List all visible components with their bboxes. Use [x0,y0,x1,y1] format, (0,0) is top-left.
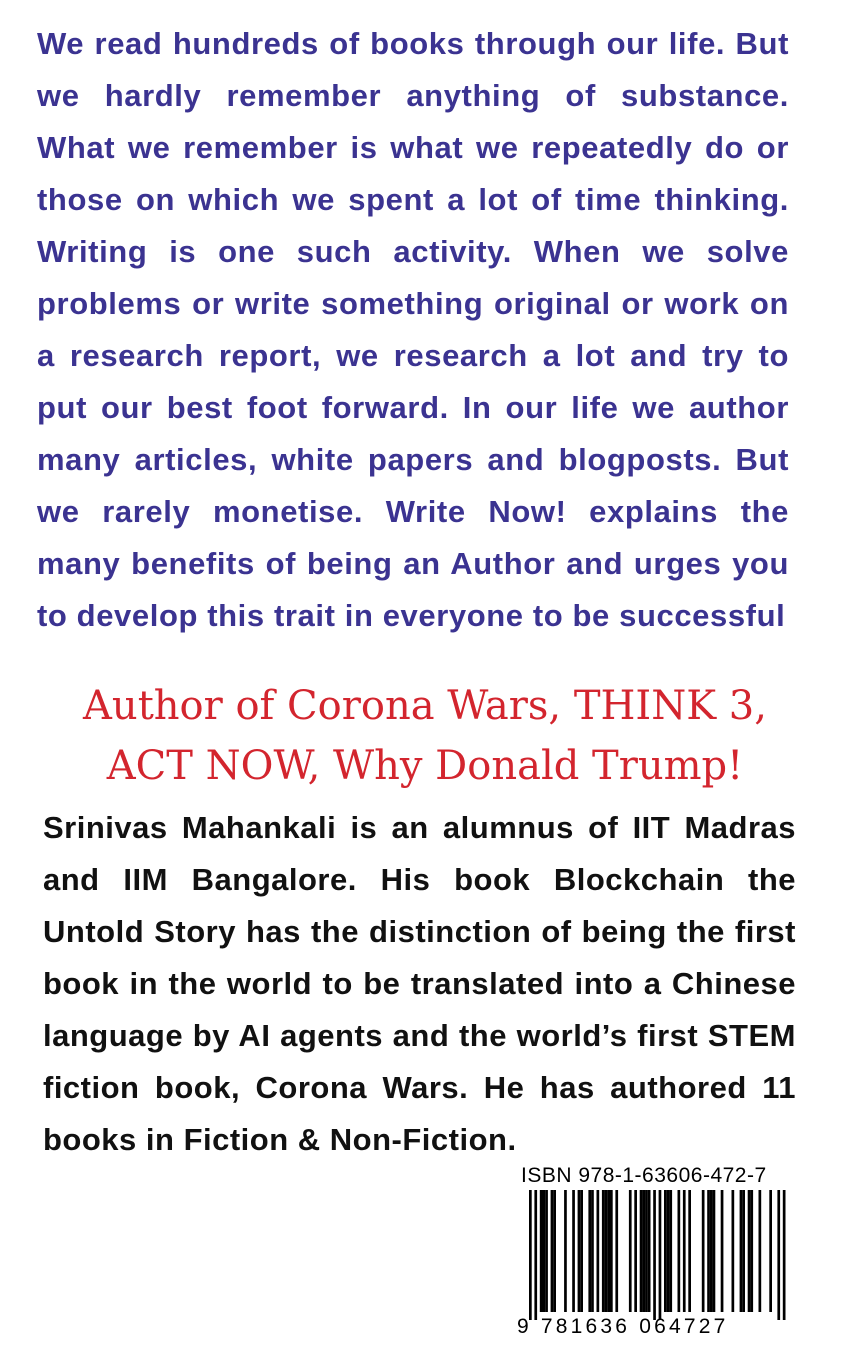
barcode-bar [553,1190,556,1312]
barcode-bar [615,1190,618,1312]
barcode-bar [748,1190,751,1312]
barcode-bar [702,1190,705,1312]
barcode-bar [664,1190,667,1312]
barcode-bar [580,1190,583,1312]
barcode-bar [564,1190,567,1312]
isbn-label: ISBN 978-1-63606-472-7 [521,1164,767,1187]
barcode-bar [659,1190,662,1320]
barcode-bar [645,1190,648,1312]
barcode-bar [721,1190,724,1312]
barcode-bar [578,1190,581,1312]
barcode-bar [529,1190,532,1320]
barcode-bar [783,1190,786,1320]
barcode-bar [540,1190,543,1312]
barcode-bar [678,1190,681,1312]
barcode-bar [634,1190,637,1312]
isbn-barcode [509,1162,803,1342]
barcode-bar [648,1190,651,1312]
barcode-digits: 9 781636 064727 [517,1315,729,1338]
book-blurb: We read hundreds of books through our life. But we hardly remember anything of substance. What we remember is what we repeatedly do or those on which we spent a lot of time thinking. Writing is one such activity. When we solve problems or write something original or work on a research report, we research a lot and try to put our best foot forward. In our life we author many articles, white papers and blogposts. But we rarely monetise. Write Now! explains the many benefits of being an Author and urges you to develop this trait in everyone to be successful [37,26,789,633]
author-credits-line-1: Author of Corona Wars, THINK 3, [83,683,767,729]
barcode-bar [759,1190,762,1312]
barcode-bar [597,1190,600,1312]
barcode-bar [710,1190,713,1312]
barcode-bar [551,1190,554,1312]
barcode-bar [610,1190,613,1312]
barcode-bar [545,1190,548,1312]
barcode-bar [602,1190,605,1312]
barcode-bar [629,1190,632,1312]
barcode-bar [732,1190,735,1312]
barcode-bar [777,1190,780,1320]
author-credits-line-2: ACT NOW, Why Donald Trump! [106,743,744,789]
barcode-bar [640,1190,643,1312]
author-credits [30,676,820,796]
barcode-bar [740,1190,743,1312]
barcode-bar [688,1190,691,1312]
barcode-bar [669,1190,672,1312]
barcode-bar [707,1190,710,1312]
barcode-bar [534,1190,537,1320]
barcode-bar [769,1190,772,1312]
barcode-bar [642,1190,645,1312]
barcode-bar [605,1190,608,1312]
barcode-bar [572,1190,575,1312]
barcode-bars [519,1190,795,1320]
barcode-bar [750,1190,753,1312]
barcode-bar [591,1190,594,1312]
barcode-bar [653,1190,656,1320]
barcode-bar [713,1190,716,1312]
barcode-bar [667,1190,670,1312]
barcode-bar [588,1190,591,1312]
barcode-bar [683,1190,686,1312]
author-bio: Srinivas Mahankali is an alumnus of IIT Madras and IIM Bangalore. His book Blockchain the Untold Story has the distinction of being the first book in the world to be translated into a Chinese language by AI agents and the world’s first STEM fiction book, Corona Wars. He has authored 11 books in Fiction & Non-Fiction. [43,810,796,1157]
barcode-bar [543,1190,546,1312]
barcode-bar [742,1190,745,1312]
barcode-bar [607,1190,610,1312]
